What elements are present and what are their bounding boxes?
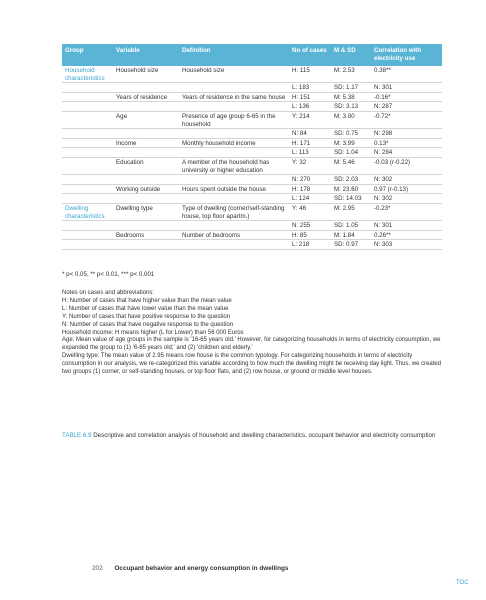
cases-cell: L: 183 — [292, 84, 310, 92]
msd-cell: SD: 3.13 — [334, 103, 359, 111]
caption-label: TABLE 6.9 — [62, 432, 92, 439]
msd-cell: M: 3.99 — [334, 139, 355, 147]
note-line: Notes on cases and abbreviations: — [62, 290, 155, 296]
group-label — [62, 83, 116, 92]
group-label: Household characteristics — [65, 67, 105, 82]
variable-cell: Years of residence — [116, 93, 168, 101]
page-footer — [92, 565, 288, 572]
corr-cell: N: 302 — [374, 195, 393, 203]
variable-cell — [116, 148, 182, 157]
corr-cell: N: 287 — [374, 103, 393, 111]
group-label — [62, 185, 116, 194]
table-row — [62, 185, 442, 195]
corr-cell: 0.38** — [374, 67, 391, 74]
table-row — [62, 240, 442, 250]
group-label — [62, 175, 116, 184]
msd-cell: M: 23.60 — [334, 185, 359, 193]
header-correlation: Correlation with electricity use — [374, 47, 422, 62]
msd-cell: SD: 1.05 — [334, 222, 359, 230]
group-label — [62, 93, 116, 102]
corr-cell: -0.16* — [374, 93, 391, 101]
variable-cell — [116, 129, 182, 138]
group-label — [62, 240, 116, 249]
group-label — [62, 148, 116, 157]
corr-cell: N: 284 — [374, 149, 393, 157]
corr-cell: N: 301 — [374, 84, 393, 92]
caption-text: Descriptive and correlation analysis of household and dwelling characteristics, occupant behavior and electricity consumption — [93, 432, 436, 439]
definition-cell — [182, 148, 292, 157]
cases-cell: H: 171 — [292, 139, 311, 147]
msd-cell: M: 2.95 — [334, 204, 355, 212]
table-row — [62, 158, 442, 175]
note-line: N: Number of cases that have negative response to the question — [62, 321, 234, 328]
note-line: Age: Mean value of age groups in the sample is '16-65 years old.' However, for categorizing households in terms of electricity consumption, we expanded the group to (1) '6-65 years old;' and (2) 'children and elderly.' — [62, 337, 441, 352]
note-line: Dwelling type: The mean value of 2.95 means row house is the common typology. For categorizing households in terms of electricity consumption in our analysis, we re-categorized this variable according to how much the dwelling might be receiving day light. Thus, we created two groups (1) corner, or self-standing houses, or top floor flats, and (2) row house, or ground or middle level houses. — [62, 353, 442, 376]
corr-cell: 0.13* — [374, 139, 389, 147]
note-line: H: Number of cases that have higher value than the mean value — [62, 297, 232, 304]
variable-cell — [116, 240, 182, 249]
variable-cell — [116, 175, 182, 184]
definition-cell — [182, 194, 292, 203]
variable-cell: Household size — [116, 67, 159, 74]
table-row — [62, 112, 442, 129]
corr-cell: N: 298 — [374, 130, 393, 138]
table-row — [62, 66, 442, 83]
variable-cell — [116, 83, 182, 92]
group-label — [62, 139, 116, 148]
cases-cell: N: 255 — [292, 222, 311, 230]
group-label — [62, 158, 116, 174]
definition-cell: Number of bedrooms — [182, 231, 241, 239]
definition-cell — [182, 129, 292, 138]
msd-cell: M: 5.46 — [334, 158, 355, 166]
cases-cell: N: 270 — [292, 176, 311, 184]
variable-cell: Age — [116, 112, 128, 120]
corr-cell: N: 302 — [374, 176, 393, 184]
group-label — [62, 129, 116, 138]
cases-cell: Y: 214 — [292, 112, 310, 120]
variable-cell: Working outside — [116, 185, 161, 193]
definition-cell — [182, 102, 292, 111]
definition-cell — [182, 175, 292, 184]
msd-cell: M: 1.84 — [334, 231, 355, 239]
corr-cell: N: 301 — [374, 222, 393, 230]
corr-cell: -0.03 (r-0.22) — [374, 158, 411, 166]
group-label: Dwelling characteristics — [65, 204, 105, 220]
corr-cell: 0.26** — [374, 231, 391, 239]
group-label — [62, 102, 116, 111]
corr-cell: -0.23* — [374, 204, 391, 212]
msd-cell: M: 3.00 — [334, 112, 355, 120]
msd-cell: M: 2.53 — [334, 67, 355, 74]
msd-cell: SD: 0.75 — [334, 130, 359, 138]
group-label — [62, 221, 116, 230]
header-cases: No of cases — [292, 47, 327, 54]
cases-cell: Y: 46 — [292, 204, 307, 212]
msd-cell: SD: 14.03 — [334, 195, 362, 203]
table-notes — [62, 290, 444, 377]
table-row — [62, 204, 442, 221]
variable-cell: Income — [116, 139, 137, 147]
cases-cell: L: 124 — [292, 195, 310, 203]
header-group: Group — [65, 47, 84, 54]
variable-cell: Dwelling type — [116, 204, 153, 212]
table-row — [62, 231, 442, 241]
msd-cell: SD: 0.97 — [334, 241, 359, 249]
corr-cell: N: 303 — [374, 241, 393, 249]
definition-cell — [182, 221, 292, 230]
cases-cell: H: 178 — [292, 185, 311, 193]
cases-cell: L: 136 — [292, 103, 310, 111]
definition-cell — [182, 240, 292, 249]
cases-cell: H: 85 — [292, 231, 307, 239]
group-label — [62, 194, 116, 203]
data-table — [62, 44, 442, 250]
header-definition: Definition — [182, 47, 211, 54]
page-number: 202 — [92, 565, 103, 572]
cases-cell: H: 151 — [292, 93, 311, 101]
running-title: Occupant behavior and energy consumption in dwellings — [114, 565, 289, 572]
cases-cell: Y: 32 — [292, 158, 307, 166]
cases-cell: L: 113 — [292, 149, 309, 157]
table-row — [62, 221, 442, 231]
corr-cell: -0.72* — [374, 112, 391, 120]
table-row — [62, 175, 442, 185]
note-line: Household income: H means higher (L for Lower) than 56 000 Euros — [62, 329, 244, 336]
note-line: L: Number of cases that have lower value than the mean value — [62, 305, 229, 312]
variable-cell — [116, 102, 182, 111]
msd-cell: M: 5.38 — [334, 93, 355, 101]
table-row — [62, 139, 442, 149]
definition-cell: Household size — [182, 67, 225, 74]
group-label — [62, 112, 116, 128]
variable-cell — [116, 221, 182, 230]
msd-cell: SD: 1.04 — [334, 149, 359, 157]
note-line: Y: Number of cases that have positive response to the question — [62, 313, 231, 320]
header-msd: M & SD — [334, 47, 356, 54]
table-row — [62, 194, 442, 204]
table-row — [62, 102, 442, 112]
definition-cell: Monthly household income — [182, 139, 256, 147]
cases-cell: H: 115 — [292, 67, 310, 74]
definition-cell: Presence of age group 6-65 in the household — [182, 112, 276, 128]
variable-cell: Education — [116, 158, 144, 166]
group-label — [62, 231, 116, 240]
definition-cell: Hours spent outside the house — [182, 185, 266, 193]
definition-cell: A member of the household has university or higher education — [182, 158, 270, 174]
toc-link[interactable]: TOC — [456, 580, 469, 586]
cases-cell: N: 84 — [292, 130, 307, 138]
table-row — [62, 129, 442, 139]
table-caption — [62, 432, 444, 440]
definition-cell: Years of residence in the same house — [182, 93, 286, 101]
msd-cell: SD: 2.03 — [334, 176, 359, 184]
variable-cell — [116, 194, 182, 203]
table-header — [62, 44, 442, 66]
header-variable: Variable — [116, 47, 140, 54]
variable-cell: Bedrooms — [116, 231, 145, 239]
table-row — [62, 93, 442, 103]
definition-cell — [182, 83, 292, 92]
table-row — [62, 148, 442, 158]
definition-cell: Type of dwelling (corner/self-standing house, top floor apartm.) — [182, 204, 285, 220]
msd-cell: SD: 1.17 — [334, 84, 359, 92]
table-row — [62, 83, 442, 93]
significance-legend: * p< 0.05, ** p< 0.01, *** p< 0.001 — [62, 271, 155, 278]
corr-cell: 0.97 (r-0.13) — [374, 185, 409, 193]
cases-cell: L: 218 — [292, 241, 310, 249]
